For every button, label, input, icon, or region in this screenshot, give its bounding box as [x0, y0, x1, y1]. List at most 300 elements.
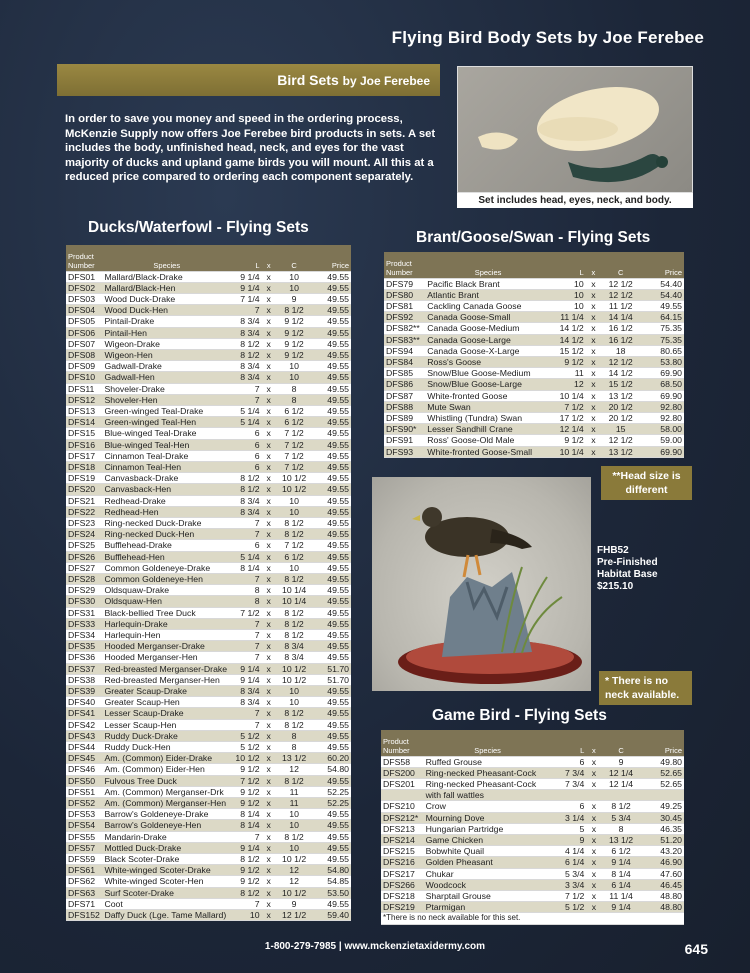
species-cell: White-fronted Goose-Small	[425, 446, 551, 457]
by-cell: x	[262, 517, 276, 528]
geese-table: Product Number Species L x C Price DFS79 Pacific Black Brant 10 x 12 1/2 54.40 DFS80 Atlantic Brant 10 x 12 1/2 54.40 DFS81 Cackling Canada Goose 10 x 11 1/2 49.55 DFS92 Canada Goose-Small 11 1/4 x 14 1/4 64.15 DFS82** Canada Goose-Medium 14 1/2 x 16 1/2 75.35 DFS83** Canada Goose-Large 14 1/2 x 16 1/2 75.35 DFS94 Canada Goose-X-Large 15 1/2 x 18 80.65 DFS84 Ross's Goose 9 1/2 x 12 1/2 53.80 DFS85 Snow/Blue Goose-Medium 11 x 14 1/2 69.90 DFS86 Snow/Blue Goose-Large 12 x 15 1/2 68.50 DFS87 White-fronted Goose 10 1/4 x 13 1/2 69.90 DFS88 Mute Swan 7 1/2 x 20 1/2 92.80 DFS89 Whistling (Tundra) Swan 17 1/2 x 20 1/2 92.80 DFS90* Lesser Sandhill Crane 12 1/4 x 15 58.00 DFS91 Ross' Goose-Old Male 9 1/2 x 12 1/2 59.00 DFS93 White-fronted Goose-Small 10 1/4 x 13 1/2 69.90	[384, 252, 684, 458]
product-number-cell: DFS83**	[384, 334, 425, 345]
product-number-cell: DFS71	[66, 898, 102, 909]
length-cell: 8	[231, 585, 261, 596]
species-cell: Hooded Merganser-Hen	[102, 652, 231, 663]
length-cell: 9	[552, 834, 587, 845]
circumference-cell: 10	[276, 361, 313, 372]
product-number-cell: DFS04	[66, 305, 102, 316]
circumference-cell: 6 1/2	[276, 417, 313, 428]
price-cell: 52.25	[312, 786, 351, 797]
by-cell: x	[586, 834, 601, 845]
geese-section-title: Brant/Goose/Swan - Flying Sets	[416, 229, 651, 246]
table-row	[66, 652, 351, 663]
price-cell: 49.55	[312, 517, 351, 528]
length-cell: 7	[231, 708, 261, 719]
product-number-cell: DFS210	[381, 801, 424, 812]
species-cell: White-fronted Goose	[425, 390, 551, 401]
by-cell: x	[262, 742, 276, 753]
species-cell: Cinnamon Teal-Hen	[102, 461, 231, 472]
length-cell: 8 1/4	[231, 809, 261, 820]
circumference-cell: 8	[276, 742, 313, 753]
table-row	[66, 383, 351, 394]
length-cell: 9 1/2	[551, 356, 586, 367]
by-cell: x	[262, 630, 276, 641]
length-cell: 7	[231, 831, 261, 842]
table-row	[66, 439, 351, 450]
circumference-cell: 13 1/2	[276, 753, 313, 764]
species-cell: Blue-winged Teal-Drake	[102, 428, 231, 439]
species-cell: White-winged Scoter-Drake	[102, 865, 231, 876]
by-cell: x	[262, 338, 276, 349]
price-cell: 49.55	[312, 809, 351, 820]
species-cell: Greater Scaup-Drake	[102, 686, 231, 697]
length-cell: 6	[231, 540, 261, 551]
circumference-cell: 18	[601, 345, 640, 356]
length-cell: 5 1/2	[231, 730, 261, 741]
product-number-cell: DFS54	[66, 820, 102, 831]
price-cell: 59.40	[312, 910, 351, 921]
product-number-cell: DFS37	[66, 663, 102, 674]
length-cell: 7	[231, 383, 261, 394]
length-cell: 8 1/2	[231, 349, 261, 360]
length-cell: 6	[231, 428, 261, 439]
table-row	[66, 461, 351, 472]
table-row	[66, 540, 351, 551]
product-number-cell: DFS22	[66, 506, 102, 517]
species-cell: Mottled Duck-Drake	[102, 842, 231, 853]
by-cell: x	[262, 764, 276, 775]
species-cell: Canvasback-Hen	[102, 484, 231, 495]
by-cell: x	[262, 585, 276, 596]
table-row	[384, 412, 684, 423]
table-row	[381, 790, 684, 801]
price-cell: 49.55	[312, 742, 351, 753]
length-cell: 6	[231, 450, 261, 461]
by-cell: x	[262, 349, 276, 360]
circumference-cell: 14 1/2	[601, 368, 640, 379]
price-cell: 30.45	[641, 812, 684, 823]
price-cell: 49.55	[312, 349, 351, 360]
by-cell: x	[262, 674, 276, 685]
product-number-cell: DFS34	[66, 630, 102, 641]
species-cell: Golden Pheasant	[424, 857, 552, 868]
by-cell: x	[262, 293, 276, 304]
by-cell: x	[262, 473, 276, 484]
by-cell: x	[586, 424, 601, 435]
by-cell: x	[262, 876, 276, 887]
table-row	[381, 812, 684, 823]
product-number-cell: DFS09	[66, 361, 102, 372]
by-cell: x	[586, 356, 601, 367]
table-row	[66, 450, 351, 461]
table-row	[66, 831, 351, 842]
length-cell: 14 1/2	[551, 323, 586, 334]
species-cell: Bufflehead-Hen	[102, 551, 231, 562]
product-number-cell: DFS212*	[381, 812, 424, 823]
price-cell: 49.55	[312, 775, 351, 786]
species-cell: Ross' Goose-Old Male	[425, 435, 551, 446]
species-cell: Cackling Canada Goose	[425, 300, 551, 311]
length-cell: 9 1/2	[231, 764, 261, 775]
table-row	[66, 327, 351, 338]
by-cell: x	[262, 450, 276, 461]
circumference-cell: 9	[602, 756, 641, 767]
circumference-cell: 12	[276, 865, 313, 876]
length-cell: 8 3/4	[231, 686, 261, 697]
table-row	[384, 334, 684, 345]
price-cell: 49.55	[312, 383, 351, 394]
circumference-cell: 8 1/2	[276, 618, 313, 629]
intro-paragraph: In order to save you money and speed in the ordering process, McKenzie Supply now offers Joe Ferebee bird products in sets. A set includes the body, unfinished head, neck, and eyes for the vast majority of ducks and upland game birds you will mount. All this at a reduced price compared to ordering each component separately.	[65, 113, 436, 184]
length-cell: 8 3/4	[231, 372, 261, 383]
species-cell: Lesser Scaup-Hen	[102, 719, 231, 730]
neck-note: * There is no neck available.	[599, 671, 692, 705]
by-cell: x	[262, 428, 276, 439]
by-cell: x	[586, 289, 601, 300]
by-cell: x	[586, 879, 601, 890]
table-row	[66, 293, 351, 304]
table-row	[384, 446, 684, 457]
by-cell: x	[262, 910, 276, 921]
species-cell: Am. (Common) Eider-Hen	[102, 764, 231, 775]
table-row	[66, 361, 351, 372]
species-cell: Common Goldeneye-Hen	[102, 573, 231, 584]
table-row	[66, 596, 351, 607]
species-cell: Snow/Blue Goose-Medium	[425, 368, 551, 379]
circumference-cell: 8	[602, 823, 641, 834]
circumference-cell: 13 1/2	[602, 834, 641, 845]
length-cell: 3 3/4	[552, 879, 587, 890]
by-cell: x	[262, 652, 276, 663]
length-cell: 8 3/4	[231, 506, 261, 517]
product-number-cell: DFS20	[66, 484, 102, 495]
length-cell: 8 1/4	[231, 562, 261, 573]
by-cell: x	[586, 868, 601, 879]
product-number-cell: DFS44	[66, 742, 102, 753]
price-cell: 52.25	[312, 798, 351, 809]
product-number-cell: DFS38	[66, 674, 102, 685]
table-row	[66, 865, 351, 876]
product-number-cell: DFS17	[66, 450, 102, 461]
species-cell: Ring-necked Duck-Drake	[102, 517, 231, 528]
product-number-cell: DFS92	[384, 312, 425, 323]
bird-sets-banner	[57, 64, 440, 96]
by-cell: x	[262, 865, 276, 876]
length-cell: 7 3/4	[552, 778, 587, 789]
species-cell: Pacific Black Brant	[425, 278, 551, 289]
table-row	[384, 289, 684, 300]
table-row	[384, 379, 684, 390]
circumference-cell: 8 1/4	[602, 868, 641, 879]
circumference-cell: 15 1/2	[601, 379, 640, 390]
species-cell: Ruffed Grouse	[424, 756, 552, 767]
species-cell: Am. (Common) Eider-Drake	[102, 753, 231, 764]
species-cell: Whistling (Tundra) Swan	[425, 412, 551, 423]
length-cell: 7	[231, 618, 261, 629]
by-cell: x	[262, 495, 276, 506]
page-title: Flying Bird Body Sets by Joe Ferebee	[391, 28, 704, 47]
species-cell: Canada Goose-Small	[425, 312, 551, 323]
species-cell: Ruddy Duck-Hen	[102, 742, 231, 753]
length-cell: 8 1/2	[231, 887, 261, 898]
price-cell: 49.55	[312, 630, 351, 641]
product-number-cell: DFS86	[384, 379, 425, 390]
species-cell: Bobwhite Quail	[424, 846, 552, 857]
length-cell: 7	[231, 394, 261, 405]
product-number-cell: DFS61	[66, 865, 102, 876]
table-row	[66, 686, 351, 697]
by-cell: x	[262, 271, 276, 282]
by-cell: x	[262, 775, 276, 786]
price-cell: 51.70	[312, 674, 351, 685]
price-cell: 49.55	[640, 300, 684, 311]
product-number-cell: DFS39	[66, 686, 102, 697]
species-cell: Lesser Scaup-Drake	[102, 708, 231, 719]
head-size-note: **Head size is different	[601, 466, 692, 500]
circumference-cell: 7 1/2	[276, 540, 313, 551]
price-cell: 49.55	[312, 461, 351, 472]
by-cell: x	[586, 300, 601, 311]
table-row	[66, 663, 351, 674]
table-row	[66, 607, 351, 618]
by-cell: x	[262, 506, 276, 517]
price-cell: 60.20	[312, 753, 351, 764]
species-cell: Harlequin-Drake	[102, 618, 231, 629]
product-number-cell: DFS81	[384, 300, 425, 311]
circumference-cell: 10 1/2	[276, 663, 313, 674]
by-cell: x	[586, 323, 601, 334]
by-cell: x	[586, 823, 601, 834]
product-number-cell: DFS57	[66, 842, 102, 853]
product-number-cell: DFS82**	[384, 323, 425, 334]
circumference-cell: 12 1/2	[601, 289, 640, 300]
length-cell: 8 1/2	[231, 473, 261, 484]
table-row	[384, 345, 684, 356]
table-row	[381, 890, 684, 901]
circumference-cell: 10	[276, 697, 313, 708]
price-cell: 53.80	[640, 356, 684, 367]
table-row	[66, 394, 351, 405]
species-cell: Bufflehead-Drake	[102, 540, 231, 551]
table-row	[381, 834, 684, 845]
table-row	[66, 271, 351, 282]
table-row	[66, 506, 351, 517]
length-cell: 7	[231, 719, 261, 730]
price-cell: 49.55	[312, 551, 351, 562]
circumference-cell: 8 1/2	[276, 775, 313, 786]
by-cell: x	[262, 697, 276, 708]
table-row	[384, 356, 684, 367]
length-cell: 6	[231, 439, 261, 450]
circumference-cell: 20 1/2	[601, 401, 640, 412]
price-cell: 46.90	[641, 857, 684, 868]
product-number-cell: DFS28	[66, 573, 102, 584]
price-cell: 49.55	[312, 697, 351, 708]
geese-table-body	[384, 278, 684, 457]
species-cell: Canada Goose-X-Large	[425, 345, 551, 356]
species-cell: Blue-winged Teal-Hen	[102, 439, 231, 450]
species-cell: Mute Swan	[425, 401, 551, 412]
circumference-cell: 7 1/2	[276, 450, 313, 461]
circumference-cell: 8 1/2	[276, 305, 313, 316]
by-cell: x	[262, 686, 276, 697]
length-cell: 8 3/4	[231, 361, 261, 372]
price-cell: 49.55	[312, 316, 351, 327]
table-row	[66, 417, 351, 428]
circumference-cell: 8 3/4	[276, 641, 313, 652]
species-cell: Redhead-Hen	[102, 506, 231, 517]
table-row	[66, 842, 351, 853]
price-cell: 54.40	[640, 289, 684, 300]
species-cell: Coot	[102, 898, 231, 909]
length-cell: 10	[231, 910, 261, 921]
length-cell: 8 1/4	[231, 820, 261, 831]
product-number-cell: DFS94	[384, 345, 425, 356]
length-cell: 8 1/2	[231, 338, 261, 349]
product-number-cell: DFS46	[66, 764, 102, 775]
price-cell: 49.55	[312, 686, 351, 697]
circumference-cell: 8	[276, 394, 313, 405]
table-row	[66, 585, 351, 596]
length-cell: 7	[231, 652, 261, 663]
by-cell: x	[262, 607, 276, 618]
table-row	[66, 898, 351, 909]
page-number: 645	[684, 941, 708, 957]
table-row	[66, 529, 351, 540]
game-footnote: *There is no neck available for this set.	[381, 913, 684, 924]
species-cell: Pintail-Drake	[102, 316, 231, 327]
species-cell: Oldsquaw-Hen	[102, 596, 231, 607]
table-row	[66, 674, 351, 685]
price-cell: 64.15	[640, 312, 684, 323]
product-number-cell: DFS02	[66, 282, 102, 293]
price-cell: 47.60	[641, 868, 684, 879]
species-cell: Ruddy Duck-Drake	[102, 730, 231, 741]
product-number-cell: DFS87	[384, 390, 425, 401]
price-cell	[641, 790, 684, 801]
length-cell	[552, 790, 587, 801]
price-cell: 48.80	[641, 902, 684, 913]
species-cell: Wood Duck-Drake	[102, 293, 231, 304]
circumference-cell: 9 1/2	[276, 327, 313, 338]
table-row	[66, 798, 351, 809]
product-number-cell: DFS213	[381, 823, 424, 834]
species-cell: Mallard/Black-Drake	[102, 271, 231, 282]
length-cell: 6 1/4	[552, 857, 587, 868]
price-cell: 49.55	[312, 271, 351, 282]
price-cell: 49.55	[312, 473, 351, 484]
product-number-cell: DFS218	[381, 890, 424, 901]
circumference-cell: 9 1/2	[276, 349, 313, 360]
price-cell: 49.25	[641, 801, 684, 812]
product-number-cell: DFS14	[66, 417, 102, 428]
banner-title: Bird Sets	[277, 72, 339, 88]
product-number-cell: DFS18	[66, 461, 102, 472]
table-row	[384, 278, 684, 289]
product-number-cell: DFS80	[384, 289, 425, 300]
circumference-cell: 8 1/2	[276, 630, 313, 641]
by-cell: x	[262, 417, 276, 428]
by-cell: x	[262, 854, 276, 865]
table-row	[384, 368, 684, 379]
price-cell: 75.35	[640, 334, 684, 345]
table-row	[66, 910, 351, 921]
product-number-cell: DFS152	[66, 910, 102, 921]
species-cell: Ring-necked Pheasant-Cock	[424, 767, 552, 778]
by-cell: x	[586, 846, 601, 857]
length-cell: 7 3/4	[552, 767, 587, 778]
by-cell: x	[262, 383, 276, 394]
product-number-cell: DFS29	[66, 585, 102, 596]
table-row	[66, 641, 351, 652]
length-cell: 8 3/4	[231, 697, 261, 708]
length-cell: 5 1/2	[231, 742, 261, 753]
length-cell: 9 1/2	[551, 435, 586, 446]
price-cell: 52.65	[641, 778, 684, 789]
species-cell: Ring-necked Duck-Hen	[102, 529, 231, 540]
circumference-cell: 8 1/2	[276, 831, 313, 842]
length-cell: 11	[551, 368, 586, 379]
circumference-cell: 12	[276, 764, 313, 775]
product-number-cell: DFS41	[66, 708, 102, 719]
length-cell: 8 3/4	[231, 495, 261, 506]
circumference-cell: 9 1/2	[276, 316, 313, 327]
circumference-cell: 14 1/4	[601, 312, 640, 323]
by-cell: x	[262, 663, 276, 674]
product-number-cell: DFS08	[66, 349, 102, 360]
circumference-cell: 20 1/2	[601, 412, 640, 423]
product-number-cell: DFS07	[66, 338, 102, 349]
circumference-cell: 8	[276, 730, 313, 741]
price-cell: 49.55	[312, 372, 351, 383]
price-cell: 49.55	[312, 405, 351, 416]
circumference-cell: 11 1/4	[602, 890, 641, 901]
product-number-cell: DFS217	[381, 868, 424, 879]
table-row	[384, 300, 684, 311]
species-cell: Gadwall-Drake	[102, 361, 231, 372]
by-cell: x	[262, 596, 276, 607]
circumference-cell: 12 1/4	[602, 767, 641, 778]
length-cell: 5 1/4	[231, 405, 261, 416]
species-cell: Red-breasted Merganser-Hen	[102, 674, 231, 685]
product-number-cell: DFS215	[381, 846, 424, 857]
table-row	[381, 823, 684, 834]
by-cell: x	[586, 446, 601, 457]
circumference-cell: 10	[276, 506, 313, 517]
by-cell: x	[262, 730, 276, 741]
by-cell: x	[262, 573, 276, 584]
price-cell: 49.55	[312, 573, 351, 584]
by-cell: x	[262, 641, 276, 652]
table-row	[66, 753, 351, 764]
by-cell: x	[262, 305, 276, 316]
game-table: Product Number Species L x C Price DFS58 Ruffed Grouse 6 x 9 49.80 DFS200 Ring-necked Pheasant-Cock 7 3/4 x 12 1/4 52.65 DFS201 Ring-necked Pheasant-Cock 7 3/4 x 12 1/4 52.65 with fall wattles DFS210 Crow 6 x 8 1/2 49.25 DFS212* Mourning Dove 3 1/4 x 5 3/4 30.45 DFS213 Hungarian Partridge 5 x 8 46.35 DFS214 Game Chicken 9 x 13 1/2 51.20 DFS215 Bobwhite Quail 4 1/4 x 6 1/2 43.20 DFS216 Golden Pheasant 6 1/4 x 9 1/4 46.90 DFS217 Chukar 5 3/4 x 8 1/4 47.60 DFS266 Woodcock 3 3/4 x 6 1/4 46.45 DFS218 Sharptail Grouse 7 1/2 x 11 1/4 48.80 DFS219 Ptarmigan 5 1/2 x 9 1/4 48.80 *There is no neck available for this set.	[381, 730, 684, 925]
product-number-cell: DFS85	[384, 368, 425, 379]
price-cell: 59.00	[640, 435, 684, 446]
circumference-cell: 13 1/2	[601, 390, 640, 401]
price-cell: 58.00	[640, 424, 684, 435]
circumference-cell: 9	[276, 293, 313, 304]
circumference-cell: 8 1/2	[276, 719, 313, 730]
circumference-cell	[602, 790, 641, 801]
species-cell: Barrow's Goldeneye-Drake	[102, 809, 231, 820]
species-cell: Wood Duck-Hen	[102, 305, 231, 316]
product-number-cell: DFS93	[384, 446, 425, 457]
by-cell: x	[586, 379, 601, 390]
circumference-cell: 10 1/2	[276, 473, 313, 484]
price-cell: 49.55	[312, 417, 351, 428]
